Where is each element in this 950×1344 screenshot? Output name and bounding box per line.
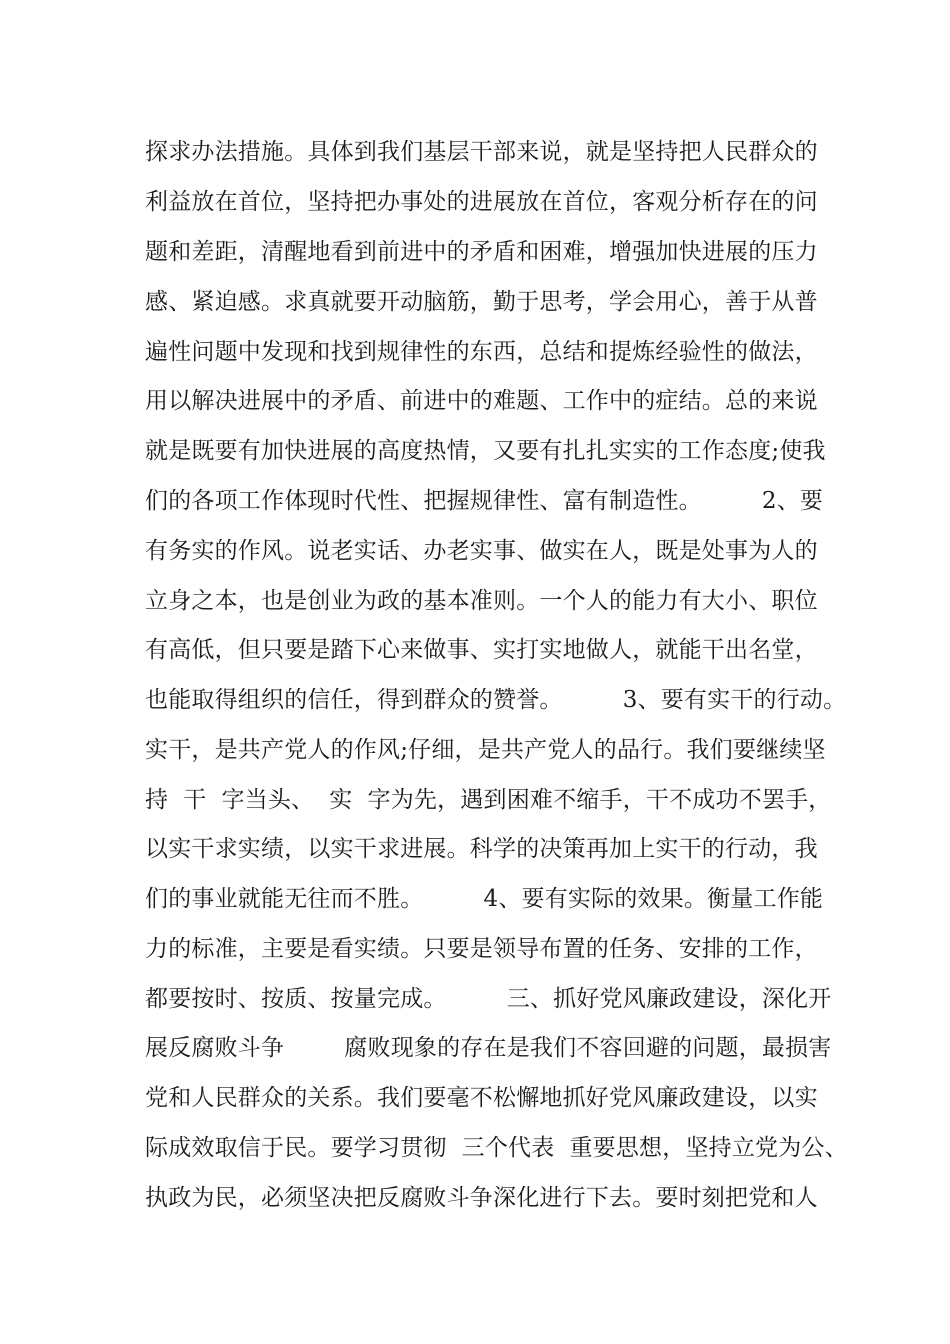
- text-line: 力的标准，主要是看实绩。只要是领导布置的任务、安排的工作，: [145, 936, 818, 962]
- text-line: 们的事业就能无往而不胜。 4、要有实际的效果。衡量工作能: [145, 886, 824, 912]
- text-line: 际成效取信于民。要学习贯彻 三个代表 重要思想，坚持立党为公、: [145, 1135, 848, 1161]
- text-line: 以实干求实绩，以实干求进展。科学的决策再加上实干的行动，我: [145, 836, 818, 862]
- text-line: 利益放在首位，坚持把办事处的进展放在首位，客观分析存在的问: [145, 189, 818, 215]
- text-line: 就是既要有加快进展的高度热情，又要有扎扎实实的工作态度;使我: [145, 438, 826, 464]
- text-line: 党和人民群众的关系。我们要毫不松懈地抓好党风廉政建设，以实: [145, 1085, 818, 1111]
- text-line: 也能取得组织的信任，得到群众的赞誉。 3、要有实干的行动。: [145, 687, 847, 713]
- text-line: 都要按时、按质、按量完成。 三、抓好党风廉政建设，深化开: [145, 986, 832, 1012]
- text-line: 持 干 字当头、 实 字为先，遇到困难不缩手，干不成功不罢手，: [145, 787, 832, 813]
- text-line: 感、紧迫感。求真就要开动脑筋，勤于思考，学会用心，善于从普: [145, 289, 818, 315]
- text-line: 用以解决进展中的矛盾、前进中的难题、工作中的症结。总的来说: [145, 388, 818, 414]
- text-line: 执政为民，必须坚决把反腐败斗争深化进行下去。要时刻把党和人: [145, 1185, 818, 1211]
- text-line: 题和差距，清醒地看到前进中的矛盾和困难，增强加快进展的压力: [145, 239, 818, 265]
- text-line: 实干，是共产党人的作风;仔细，是共产党人的品行。我们要继续坚: [145, 737, 826, 763]
- text-line: 遍性问题中发现和找到规律性的东西，总结和提炼经验性的做法，: [145, 339, 818, 365]
- text-line: 们的各项工作体现时代性、把握规律性、富有制造性。 2、要: [145, 488, 824, 514]
- text-line: 展反腐败斗争 腐败现象的存在是我们不容回避的问题，最损害: [145, 1035, 832, 1061]
- text-line: 探求办法措施。具体到我们基层干部来说，就是坚持把人民群众的: [145, 139, 818, 165]
- text-line: 有务实的作风。说老实话、办老实事、做实在人，既是处事为人的: [145, 538, 818, 564]
- text-line: 有高低，但只要是踏下心来做事、实打实地做人，就能干出名堂，: [145, 637, 818, 663]
- text-line: 立身之本，也是创业为政的基本准则。一个人的能力有大小、职位: [145, 588, 818, 614]
